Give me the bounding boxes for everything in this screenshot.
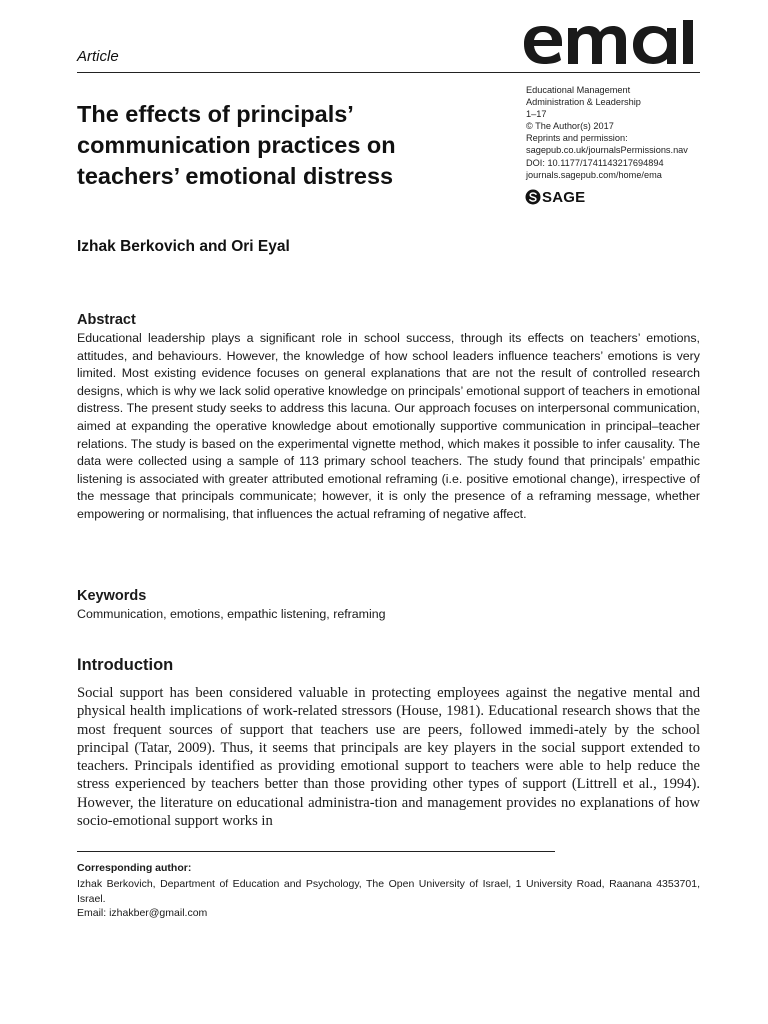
article-authors: Izhak Berkovich and Ori Eyal <box>77 238 290 255</box>
emal-journal-logo <box>522 20 702 66</box>
keywords-text: Communication, emotions, empathic listening, reframing <box>77 607 386 621</box>
article-type-label: Article <box>77 48 119 65</box>
sage-wordmark: SAGE <box>542 188 586 206</box>
article-title: The effects of principals’ communication practices on teachers’ emotional distress <box>77 101 396 189</box>
permissions-link[interactable]: sagepub.co.uk/journalsPermissions.nav <box>526 145 688 156</box>
reprints-label: Reprints and permission: <box>526 133 628 144</box>
abstract-text: Educational leadership plays a significant role in school success, through its effects on teachers’ emotions, attitudes, and behaviours. However, the knowledge of how school leaders influence teachers’ emotions is very limited. Most existing evidence focuses on general explanations that are not the result of controlled research designs, which is why we lack solid operative knowledge on principals’ emotional support of teachers in emotional distress. The present study seeks to address this lacuna. Our approach focuses on interpersonal communication, aimed at expanding the operative knowledge about emotionally supportive communication in principal–teacher relations. The study is based on the experimental vignette method, which makes it possible to infer causality. The data were collected using a sample of 113 primary school teachers. The study found that principals’ empathic listening is associated with greater attributed emotional reframing (i.e. positive emotional change), irrespective of the message that principals communicate; however, it is only the presence of a reframing message, whether empowering or normalising, that influences the actual reframing of negative affect. <box>77 331 700 521</box>
keywords-heading: Keywords <box>77 588 147 604</box>
introduction-text: Social support has been considered valuable in protecting employees against the negative mental and physical health implications of work-related stressors (House, 1981). Educational research shows that the most frequent sources of support that teachers use are peers, followed immedi-ately by the school principal (Tatar, 2009). Thus, it seems that principals are key players in the social support extended to teachers. Principals identified as providing emotional support to teachers were able to help reduce the stress experienced by teachers better than those providing other types of support (Littrell et al., 1994). However, the literature on educational administra-tion and management provides no explanations of how socio-emotional support works in <box>77 685 700 830</box>
doi-line[interactable]: DOI: 10.1177/1741143217694894 <box>526 157 664 168</box>
corresponding-author-heading: Corresponding author: <box>77 862 192 874</box>
journal-name-line-2: Administration & Leadership <box>526 97 641 108</box>
introduction-heading: Introduction <box>77 656 174 674</box>
corresponding-author-address: Izhak Berkovich, Department of Education and Psychology, The Open University of Israel, 1 University Road, Raanana 4353701, Israel. <box>77 878 700 905</box>
footnote-rule <box>77 851 555 852</box>
journal-homepage-link[interactable]: journals.sagepub.com/home/ema <box>526 169 662 180</box>
copyright-line: © The Author(s) 2017 <box>526 121 614 132</box>
corresponding-author-block <box>77 877 700 921</box>
abstract-heading: Abstract <box>77 312 136 328</box>
journal-name-line-1: Educational Management <box>526 85 631 95</box>
journal-info-block <box>526 84 726 181</box>
header-rule <box>77 72 700 73</box>
sage-publisher-logo <box>525 188 585 206</box>
sage-s-icon <box>525 189 541 205</box>
page-range: 1–17 <box>526 109 547 120</box>
corresponding-author-email[interactable]: Email: izhakber@gmail.com <box>77 907 208 920</box>
